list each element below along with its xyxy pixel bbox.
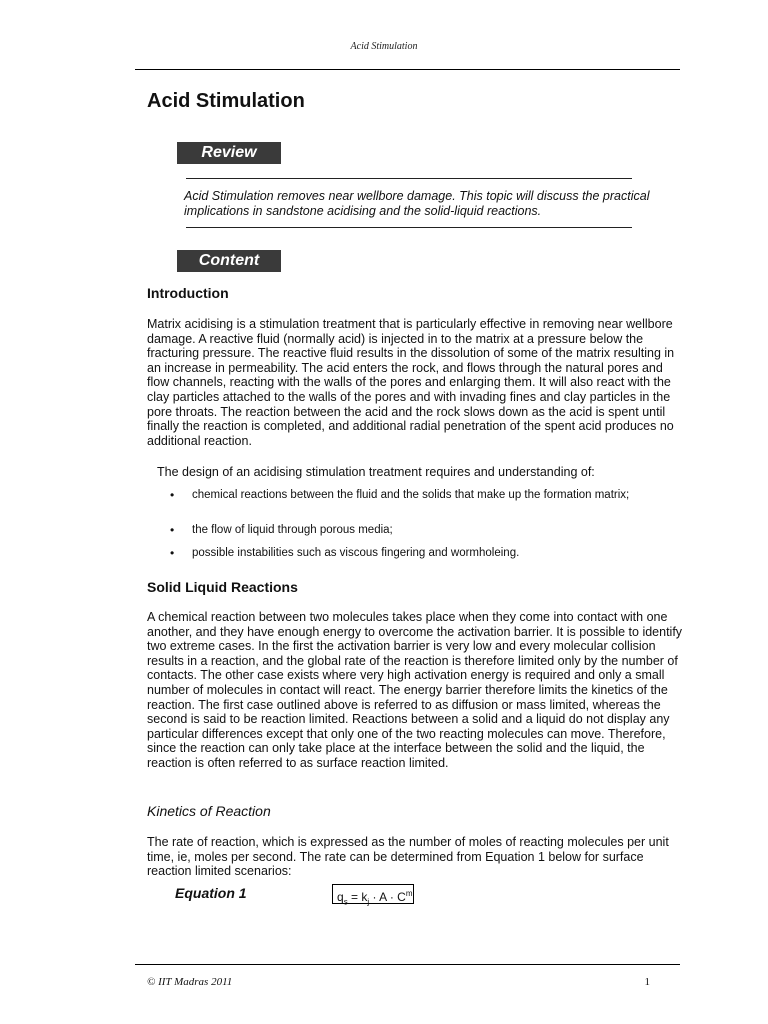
solid-liquid-paragraph: A chemical reaction between two molecules takes place when they come into contact with one another, and they have enough energy to overcome the activation barrier. It is possible to identify two extreme cases. In the first the activation barrier is very low and every molecular collision results in a reaction, and the global rate of the reaction is therefore limited only by the number of contacts. The other case exists where very high activation energy is required and only a small number of molecules in contact will react. The energy barrier therefore limits the kinetics of the reaction. The first case outlined above is referred to as diffusion or mass limited, whereas the second is said to be reaction limited. Reactions between a solid and a liquid do not display any particular differences except that only one of the two reacting molecules can move. Therefore, since the reaction can only take place at the interface between the solid and the liquid, the reaction is often referred to as surface reaction limited. [147,610,683,770]
review-rule-top [186,178,632,179]
review-text: Acid Stimulation removes near wellbore damage. This topic will discuss the practical implications in sandstone acidising and the solid-liquid reactions. [184,189,650,218]
review-rule-bottom [186,227,632,228]
header-rule [135,69,680,70]
bullet-icon: • [170,488,175,502]
equation-lhs: q [337,890,344,904]
list-item-text: the flow of liquid through porous media; [192,524,393,536]
list-item-text: chemical reactions between the fluid and the solids that make up the formation matrix; [192,489,630,501]
footer-copyright: © IIT Madras 2011 [147,976,233,988]
content-label: Content [177,250,281,272]
list-item-text: possible instabilities such as viscous fingering and wormholeing. [192,547,520,559]
page-number: 1 [644,976,650,988]
kinetics-heading: Kinetics of Reaction [147,803,271,819]
list-item [170,524,660,537]
introduction-heading: Introduction [147,285,229,301]
equation-rhs: · A · C [369,890,406,904]
bullet-icon: • [170,523,175,537]
equation-c-superscript: m [405,889,413,898]
equation-k-subscript: j [367,897,370,907]
running-header: Acid Stimulation [350,41,418,52]
page-title: Acid Stimulation [147,90,305,112]
equation-box [332,884,414,907]
equation-lhs-subscript: s [343,897,348,907]
solid-liquid-heading: Solid Liquid Reactions [147,579,298,595]
list-item [170,547,660,560]
list-item [170,489,660,502]
equation-equals: = k [347,890,368,904]
design-line: The design of an acidising stimulation treatment requires and understanding of: [157,465,595,479]
bullet-icon: • [170,546,175,560]
kinetics-paragraph: The rate of reaction, which is expressed as the number of moles of reacting molecules per unit time, ie, moles per second. The rate can be determined from Equation 1 below for surface reaction limited scenarios: [147,835,669,879]
footer-rule [135,964,680,965]
review-label: Review [177,142,281,164]
equation-label: Equation 1 [175,885,247,901]
introduction-paragraph: Matrix acidising is a stimulation treatment that is particularly effective in removing near wellbore damage. A reactive fluid (normally acid) is injected in to the matrix at a pressure below the fracturing pressure. The reactive fluid results in the dissolution of some of the matrix resulting in an increase in permeability. The acid enters the rock, and flows through the natural pores and flow channels, reacting with the walls of the pores and enlarging them. It will also react with the clay particles attached to the walls of the pores and with invading fines and clay particles in the pore throats. The reaction between the acid and the rock slows down as the acid is spent until finally the reaction is completed, and additional radial penetration of the spent acid produces no additional reaction. [147,317,675,448]
